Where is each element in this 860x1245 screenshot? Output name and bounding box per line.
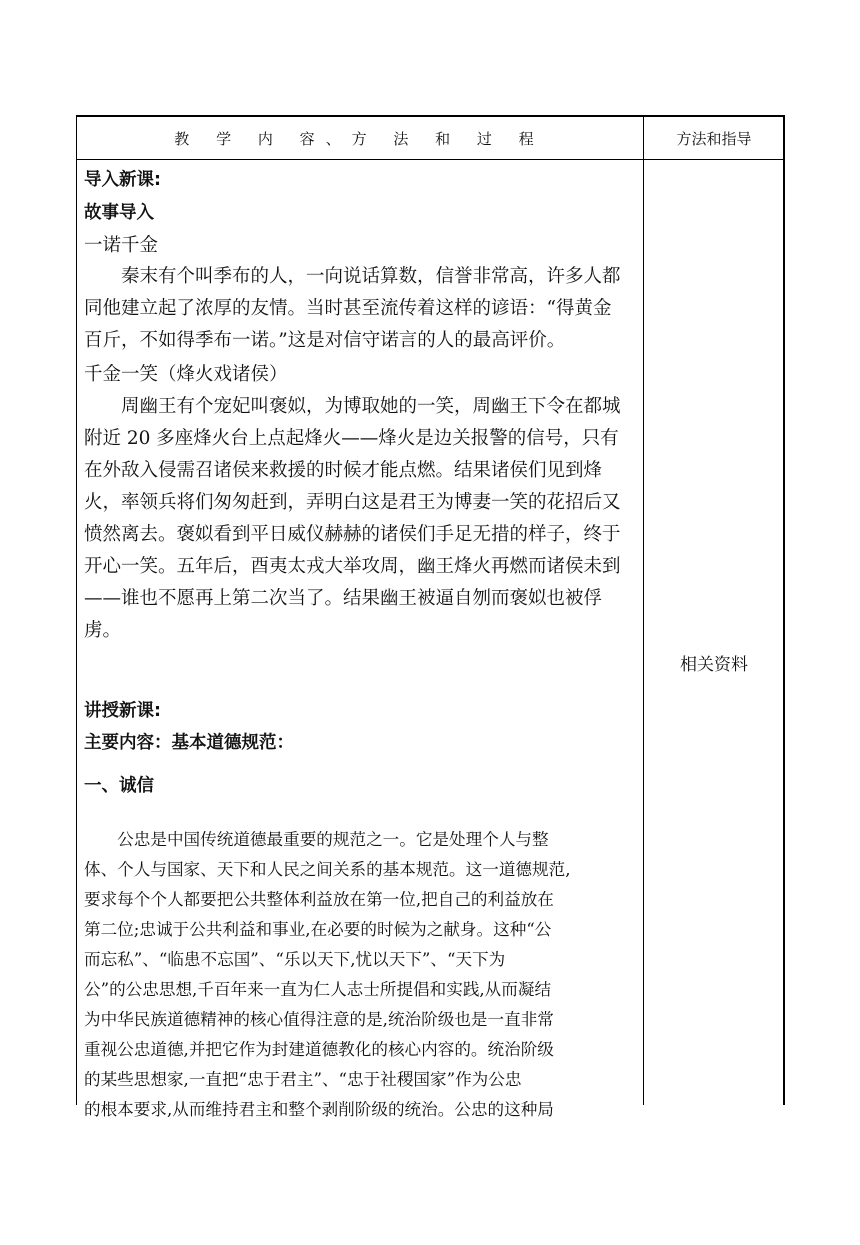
section-heading: 一、诚信 [84, 776, 154, 796]
story1-title: 一诺千金 [84, 235, 159, 256]
story1-line: 百斤，不如得季布一诺。”这是对信守诺言的人的最高评价。 [84, 330, 566, 351]
story2-line: 愤然离去。褒姒看到平日威仪赫赫的诸侯们手足无措的样子，终于 [84, 524, 621, 545]
paragraph-line: 而忘私”、“临患不忘国”、“乐以天下,忧以天下”、“天下为 [84, 950, 506, 969]
story2-line: 虏。 [84, 620, 122, 641]
paragraph-line: 公”的公忠思想,千百年来一直为仁人志士所提倡和实践,从而凝结 [84, 980, 552, 999]
side-note: 相关资料 [680, 655, 748, 675]
paragraph-line: 的根本要求,从而维持君主和整个剥削阶级的统治。公忠的这种局 [84, 1100, 554, 1119]
intro-heading: 导入新课: [84, 170, 161, 190]
paragraph-line: 要求每个个人都要把公共整体利益放在第一位,把自己的利益放在 [84, 890, 554, 909]
story2-line: ——谁也不愿再上第二次当了。结果幽王被逼自刎而褒姒也被俘 [84, 588, 603, 609]
story2-line: 在外敌入侵需召诸侯来救援的时候才能点燃。结果诸侯们见到烽 [84, 460, 603, 481]
main-content-heading: 主要内容：基本道德规范： [84, 733, 294, 753]
story1-line: 同他建立起了浓厚的友情。当时甚至流传着这样的谚语：“得黄金 [84, 298, 612, 319]
story2-line: 附近 20 多座烽火台上点起烽火——烽火是边关报警的信号，只有 [84, 428, 619, 449]
lecture-heading: 讲授新课: [84, 701, 161, 721]
story2-line: 火，率领兵将们匆匆赶到，弄明白这是君王为博妻一笑的花招后又 [84, 492, 621, 513]
table-left-border [76, 115, 77, 1105]
paragraph-line: 第二位;忠诚于公共利益和事业,在必要的时候为之献身。这种“公 [84, 920, 552, 939]
story1-line: 秦末有个叫季布的人，一向说话算数，信誉非常高，许多人都 [84, 266, 621, 287]
paragraph-line: 体、个人与国家、天下和人民之间关系的基本规范。这一道德规范, [84, 860, 571, 879]
story2-title: 千金一笑（烽火戏诸侯） [84, 364, 288, 385]
paragraph-line: 的某些思想家,一直把“忠于君主”、“忠于社稷国家”作为公忠 [84, 1070, 522, 1089]
column-divider [643, 115, 644, 1105]
story2-line: 周幽王有个宠妃叫褒姒，为博取她的一笑，周幽王下令在都城 [84, 396, 621, 417]
story-heading: 故事导入 [84, 203, 154, 223]
paragraph-line: 公忠是中国传统道德最重要的规范之一。它是处理个人与整 [84, 830, 549, 849]
header-main-title: 教 学 内 容、方 法 和 过 程 [174, 129, 545, 148]
paragraph-line: 重视公忠道德,并把它作为封建道德教化的核心内容的。统治阶级 [84, 1040, 554, 1059]
story2-line: 开心一笑。五年后，酉夷太戎大举攻周，幽王烽火再燃而诸侯未到 [84, 556, 621, 577]
paragraph-line: 为中华民族道德精神的核心值得注意的是,统治阶级也是一直非常 [84, 1010, 554, 1029]
table-right-border [783, 115, 785, 1105]
header-side-title: 方法和指导 [676, 129, 752, 148]
